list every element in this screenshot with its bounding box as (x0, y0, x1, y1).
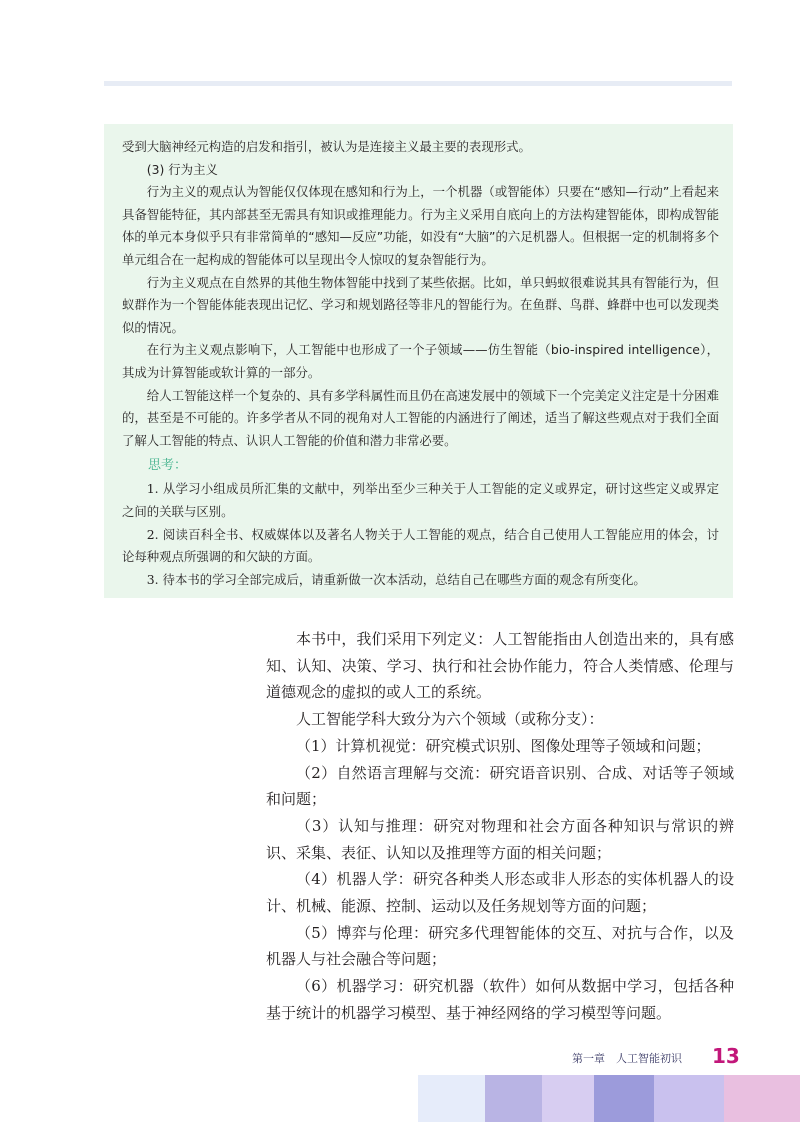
chapter-label: 第一章 人工智能初识 (572, 1052, 682, 1065)
footer-band (594, 1075, 654, 1122)
main-text (266, 626, 734, 1027)
page-number: 13 (712, 1044, 740, 1068)
question-item: 3. 待本书的学习全部完成后，请重新做一次本活动，总结自己在哪些方面的观念有所变化。 (146, 571, 646, 587)
footer-band (654, 1075, 724, 1122)
domain-item: （3）认知与推理：研究对物理和社会方面各种知识与常识的辨识、采集、表征、认知以及推理等方面的相关问题； (266, 816, 734, 862)
domain-item: （4）机器人学：研究各种类人形态或非人形态的实体机器人的设计、机械、能源、控制、运动以及任务规划等方面的问题； (266, 870, 734, 916)
think-label: 思考： (148, 458, 188, 474)
box-paragraph: 在行为主义观点影响下，人工智能中也形成了一个子领域——仿生智能（bio-inspired intelligence），其成为计算智能或软计算的一部分。 (122, 342, 719, 380)
domain-item: （2）自然语言理解与交流：研究语音识别、合成、对话等子领域和问题； (266, 763, 734, 809)
domain-item: （5）博弈与伦理：研究多代理智能体的交互、对抗与合作，以及机器人与社会融合等问题； (266, 923, 734, 969)
box-paragraph: 受到大脑神经元构造的启发和指引，被认为是连接主义最主要的表现形式。 (122, 139, 531, 154)
domain-item: （6）机器学习：研究机器（软件）如何从数据中学习，包括各种基于统计的机器学习模型、基于神经网络的学习模型等问题。 (266, 977, 734, 1022)
activity-box (104, 124, 733, 598)
definition-paragraph: 本书中，我们采用下列定义：人工智能指由人创造出来的，具有感知、认知、决策、学习、执行和社会协作能力，符合人类情感、伦理与道德观念的虚拟的或人工的系统。 (266, 630, 734, 702)
footer-band (724, 1075, 800, 1122)
footer-band (485, 1075, 542, 1122)
domains-intro: 人工智能学科大致分为六个领域（或称分支）： (296, 710, 604, 729)
box-paragraph: 行为主义观点在自然界的其他生物体智能中找到了某些依据。比如，单只蚂蚁很难说其具有智能行为，但蚁群作为一个智能体能表现出记忆、学习和规划路径等非凡的智能行为。在鱼群、鸟群、蜂群中也可以发现类似的情况。 (122, 274, 719, 335)
footer-band (542, 1075, 594, 1122)
box-paragraph: 行为主义的观点认为智能仅仅体现在感知和行为上，一个机器（或智能体）只要在“感知—行动”上看起来具备智能特征，其内部甚至无需具有知识或推理能力。行为主义采用自底向上的方法构建智能体，即构成智能体的单元本身似乎只有非常简单的“感知—反应”功能，如没有“大脑”的六足机器人。但根据一定的机制将多个单元组合在一起构成的智能体可以呈现出令人惊叹的复杂智能行为。 (122, 184, 719, 267)
box-paragraph: 给人工智能这样一个复杂的、具有多学科属性而且仍在高速发展中的领域下一个完美定义注定是十分困难的，甚至是不可能的。许多学者从不同的视角对人工智能的内涵进行了阐述，适当了解这些观点对于我们全面了解人工智能的特点、认识人工智能的价值和潜力非常必要。 (122, 387, 719, 448)
question-item: 1. 从学习小组成员所汇集的文献中，列举出至少三种关于人工智能的定义或界定，研讨这些定义或界定之间的关联与区别。 (122, 481, 719, 519)
section-heading: (3) 行为主义 (146, 161, 218, 177)
domain-item: （1）计算机视觉：研究模式识别、图像处理等子领域和问题； (296, 736, 711, 755)
question-item: 2. 阅读百科全书、权威媒体以及著名人物关于人工智能的观点，结合自己使用人工智能应用的体会，讨论每种观点所强调的和欠缺的方面。 (122, 526, 719, 565)
header-rule (104, 81, 732, 86)
